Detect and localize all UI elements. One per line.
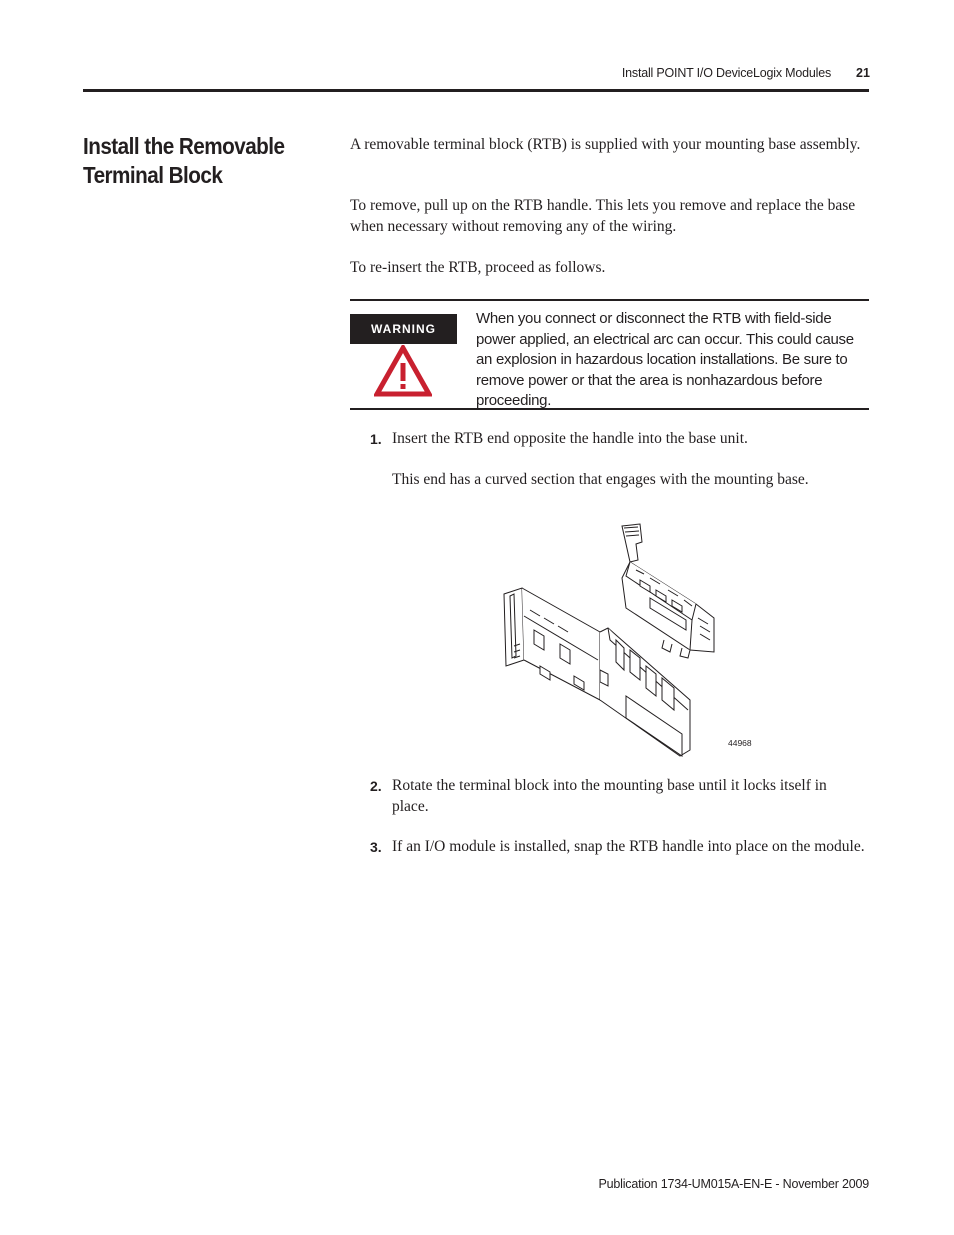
step-number: 3. bbox=[370, 839, 382, 855]
rtb-mounting-base-illustration bbox=[500, 520, 730, 765]
warning-label: WARNING bbox=[350, 314, 457, 344]
publication-footer: Publication 1734-UM015A-EN-E - November 2009 bbox=[598, 1177, 869, 1191]
running-header: Install POINT I/O DeviceLogix Modules bbox=[621, 66, 831, 80]
step-number: 1. bbox=[370, 431, 382, 447]
step-1-note: This end has a curved section that engages with the mounting base. bbox=[392, 471, 809, 488]
intro-paragraph: A removable terminal block (RTB) is supplied with your mounting base assembly. bbox=[350, 136, 861, 153]
warning-box bbox=[350, 299, 869, 410]
remove-paragraph: To remove, pull up on the RTB handle. This lets you remove and replace the base when necessary without removing any of the wiring. bbox=[350, 197, 856, 235]
warning-text: When you connect or disconnect the RTB with field-side power applied, an electrical arc can occur. This could cause an explosion in hazardous location installations. Be sure to remove power or that the area is nonhazardous before proceeding. bbox=[476, 310, 854, 409]
step-number: 2. bbox=[370, 778, 382, 794]
section-title: Install the Removable Terminal Block bbox=[83, 133, 285, 188]
header-rule bbox=[83, 89, 869, 92]
step-text: Insert the RTB end opposite the handle into the base unit. bbox=[392, 430, 748, 447]
step-text: If an I/O module is installed, snap the RTB handle into place on the module. bbox=[392, 838, 865, 855]
page-number: 21 bbox=[856, 66, 870, 80]
reinsert-paragraph: To re-insert the RTB, proceed as follows. bbox=[350, 259, 606, 276]
figure-id: 44968 bbox=[728, 738, 752, 748]
step-text: Rotate the terminal block into the mounting base until it locks itself in place. bbox=[392, 777, 827, 815]
warning-triangle-icon bbox=[374, 345, 432, 397]
